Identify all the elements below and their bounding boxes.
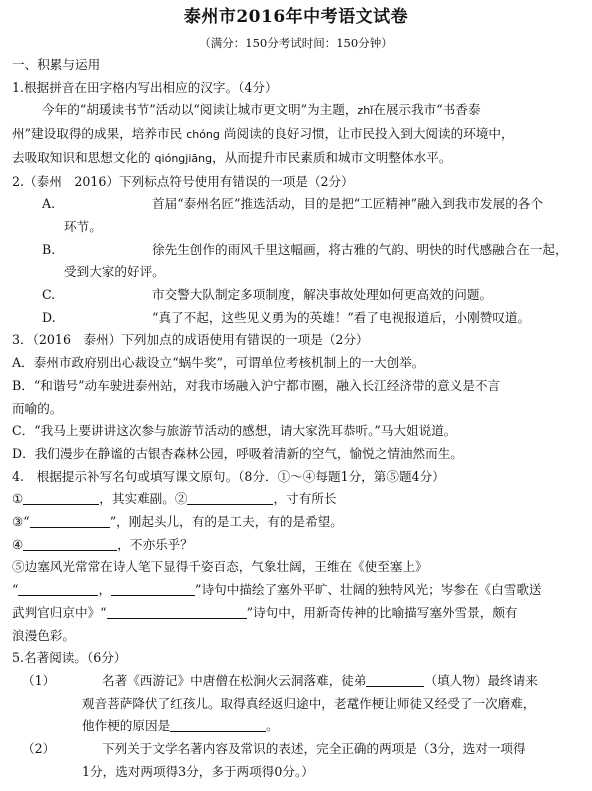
- item-text: ，其实难副。②: [99, 491, 188, 507]
- pinyin-hint: qióngjiāng: [154, 151, 213, 165]
- passage-text: ，从而提升市民素质和城市文明整体水平。: [212, 149, 452, 165]
- item-text: ，寸有所长: [273, 491, 337, 507]
- question-3-stem: 3．（2016 泰州）下列加点的成语使用有错误的一项是（2分）: [12, 332, 369, 348]
- question-4-line-2: [12, 511, 580, 534]
- sub-question-line: 下列关于文学名著内容及常识的表述，完全正确的两项是（3分，选对一项得: [102, 741, 526, 757]
- option-text: “真了不起，这些见义勇为的英雄！”看了电视报道后，小刚赞叹道。: [152, 309, 531, 325]
- question-1-stem: 1.根据拼音在田字格内写出相应的汉字。（4分）: [12, 79, 278, 95]
- answer-blank[interactable]: [170, 717, 266, 732]
- passage-text: 今年的“胡瑗读书节”活动以“阅读让城市更文明”为主题，: [42, 102, 358, 118]
- option-text: 首届“泰州名匠”推选活动，目的是把“工匠精神”融入到我市发展的各个: [152, 196, 543, 212]
- question-4-line-1: [12, 488, 580, 511]
- question-1-passage-line-3: [12, 147, 580, 171]
- option-a-continued: 环节。: [64, 218, 102, 234]
- question-4-line-7: 浪漫色彩。: [12, 627, 75, 643]
- item-text: “: [12, 582, 19, 598]
- option-c: [12, 284, 580, 307]
- answer-blank[interactable]: [23, 490, 99, 505]
- passage-text: 州”建设取得的成果，培养市民: [12, 126, 183, 142]
- question-3-option-b: B．“和谐号”动车驶进泰州站，对我市场融入沪宁都市圈，融入长江经济带的意义是不言: [12, 377, 501, 393]
- option-d: [12, 307, 580, 330]
- question-3-option-b-continued: 而喻的。: [12, 400, 63, 416]
- question-4-line-5: [12, 579, 580, 602]
- item-text: ”诗句中，用新奇传神的比喻描写塞外雪景，颇有: [246, 604, 518, 620]
- item-text: 武判官归京中》“: [12, 604, 107, 620]
- answer-blank[interactable]: [18, 581, 98, 596]
- question-4-line-3: [12, 534, 580, 557]
- option-b: [12, 239, 580, 262]
- sub-question-body: [82, 670, 580, 738]
- sub-question-line: [82, 670, 580, 693]
- question-4-stem: 4. 根据提示补写名句或填写课文原句。（8分．①～④每题1分，第⑤题4分）: [12, 468, 445, 484]
- item-marker: ③“: [12, 514, 30, 530]
- question-3-option-d: D．我们漫步在静谧的古银杏森林公园，呼吸着清新的空气，愉悦之情油然而生。: [12, 445, 463, 461]
- question-3-option-a: A．泰州市政府别出心裁设立“蜗牛奖”，可谓单位考核机制上的一大创举。: [12, 355, 425, 371]
- question-3-option-c: C．“我马上要讲讲这次参与旅游节活动的感想，请大家洗耳恭听。”马大姐说道。: [12, 423, 457, 439]
- item-text: ，不亦乐乎？: [117, 536, 193, 552]
- sub-question-line: 观音菩萨降伏了红孩儿。取得真经返归途中，老鼋作梗让师徒又经受了一次磨难，: [82, 695, 536, 711]
- sub-question-line: 1分，选对两项得3分，多于两项得0分。）: [82, 763, 314, 779]
- option-label: C.: [42, 287, 56, 303]
- question-5-sub-2: [12, 738, 580, 783]
- passage-text: 尚阅读的良好习惯，让市民投入到大阅读的环境中，: [223, 126, 514, 142]
- answer-blank[interactable]: [111, 581, 195, 596]
- page-subtitle: （满分：150分考试时间：150分钟）: [199, 36, 393, 50]
- sub-question-text: 他作梗的原因是: [82, 718, 171, 734]
- option-b-continued: 受到大家的好评。: [64, 264, 165, 280]
- pinyin-hint: chóng: [186, 128, 220, 142]
- sub-question-number: （2）: [22, 741, 56, 757]
- passage-text: 去吸取知识和思想文化的: [12, 149, 151, 165]
- page-title: 泰州市2016年中考语文试卷: [183, 7, 409, 27]
- sub-question-line: [82, 715, 580, 738]
- item-text: ，: [98, 582, 112, 598]
- answer-blank[interactable]: [107, 604, 247, 619]
- sub-question-number: （1）: [22, 672, 56, 688]
- answer-blank[interactable]: [23, 536, 117, 551]
- question-2-stem: 2.（泰州 2016）下列标点符号使用有错误的一项是（2分）: [12, 173, 354, 189]
- option-text: 市交警大队制定多项制度，解决事故处理如何更高效的问题。: [152, 287, 493, 303]
- option-text: 徐先生创作的雨风千里这幅画，将古雅的气韵、明快的时代感融合在一起，: [152, 241, 568, 257]
- question-1-passage-line-1: [12, 99, 580, 123]
- option-label: A.: [42, 196, 56, 212]
- item-marker: ①: [12, 491, 24, 507]
- sub-question-body: [82, 738, 580, 783]
- answer-blank[interactable]: [30, 513, 110, 528]
- item-marker: ④: [12, 536, 24, 552]
- sub-question-text: （填人物）最终请来: [424, 672, 538, 688]
- item-text: ”诗句中描绘了塞外平旷、壮阔的独特风光；岑参在《白雪歌送: [195, 582, 542, 598]
- question-4-line-4: ⑤边塞风光常常在诗人笔下显得千姿百态，气象壮阔，王维在《使至塞上》: [12, 559, 428, 575]
- option-label: B.: [42, 241, 56, 257]
- sub-question-text: 。: [266, 718, 279, 734]
- sub-question-text: 名著《西游记》中唐僧在松涧火云洞落难，徒弟: [102, 672, 367, 688]
- item-text: ”，刚起头儿，有的是工夫，有的是希望。: [109, 514, 343, 530]
- question-5-stem: 5.名著阅读。（6分）: [12, 650, 127, 666]
- passage-text: 在展示我市“书香泰: [373, 102, 481, 118]
- answer-blank[interactable]: [187, 490, 273, 505]
- question-4-line-6: [12, 602, 580, 625]
- answer-blank[interactable]: [366, 672, 424, 687]
- question-5-sub-1: [12, 670, 580, 738]
- exam-page: [0, 3, 592, 791]
- pinyin-hint: zhǐ: [357, 104, 374, 118]
- option-a: [12, 193, 580, 216]
- section-heading: 一、积累与运用: [12, 57, 101, 72]
- question-1-passage-line-2: [12, 123, 580, 147]
- option-label: D.: [42, 309, 56, 325]
